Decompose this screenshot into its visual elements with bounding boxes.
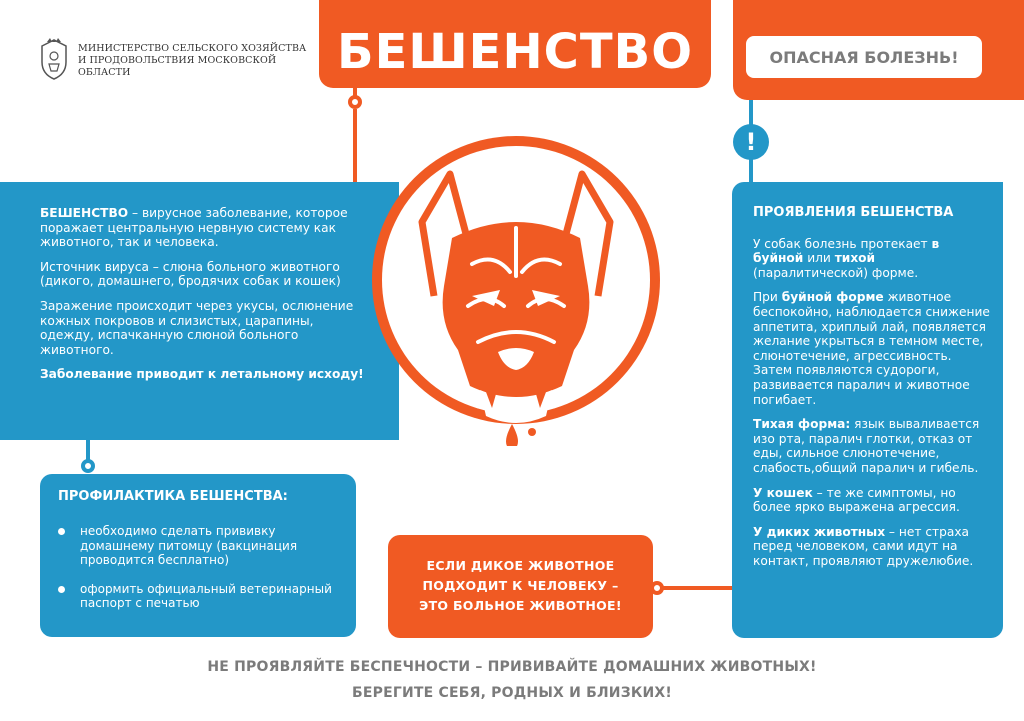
footer-slogan-2: БЕРЕГИТЕ СЕБЯ, РОДНЫХ И БЛИЗКИХ! — [352, 685, 672, 701]
text-span: – нет страха перед человеком, сами идут на контакт, проявляют дружелюбие. — [753, 524, 974, 568]
bullet-icon — [58, 528, 65, 535]
connector-dot — [348, 95, 362, 109]
text-span: или — [803, 251, 835, 266]
text-span: Тихая форма: — [753, 417, 851, 432]
cats-paragraph — [753, 486, 993, 515]
definition-text — [40, 206, 370, 392]
text-span: При — [753, 290, 782, 305]
lethal-warning: Заболевание приводит к летальному исходу! — [40, 367, 364, 382]
bullet-icon — [58, 586, 65, 593]
symptoms-title: ПРОЯВЛЕНИЯ БЕШЕНСТВА — [753, 205, 954, 220]
symptoms-text — [753, 206, 993, 578]
quiet-form-paragraph — [753, 417, 993, 475]
virus-source-paragraph: Источник вируса – слюна больного животного (дикого, домашнего, бродячих собак и кошек) — [40, 259, 341, 289]
list-item-text: необходимо сделать прививку домашнему питомцу (вакцинация проводится бесплатно) — [80, 524, 298, 568]
connector-dot — [81, 459, 95, 473]
ministry-name — [78, 43, 308, 79]
rabid-dog-icon — [382, 146, 650, 446]
definition-body: – вирусное заболевание, которое поражает центральную нервную систему как животного, так и человека. — [40, 206, 348, 250]
wild-animals-paragraph — [753, 525, 993, 569]
page-title: БЕШЕНСТВО — [337, 24, 693, 80]
footer-slogan-1: НЕ ПРОЯВЛЯЙТЕ БЕСПЕЧНОСТИ – ПРИВИВАЙТЕ ДОМАШНИХ ЖИВОТНЫХ! — [207, 659, 817, 675]
violent-form-paragraph — [753, 290, 993, 407]
text-span: буйной форме — [781, 290, 884, 305]
connector-line — [353, 109, 357, 182]
ministry-line-1: МИНИСТЕРСТВО СЕЛЬСКОГО ХОЗЯЙСТВА — [78, 43, 307, 54]
danger-label: ОПАСНАЯ БОЛЕЗНЬ! — [746, 36, 982, 78]
text-span: – те же симптомы, но более ярко выражена агрессия. — [753, 485, 960, 515]
warning-line-1: ЕСЛИ ДИКОЕ ЖИВОТНОЕ — [426, 558, 615, 573]
text-span: У кошек — [753, 485, 813, 500]
text-span: У собак болезнь протекает — [753, 236, 932, 251]
rabies-term: БЕШЕНСТВО — [40, 206, 129, 220]
infection-paragraph: Заражение происходит через укусы, ослюнение кожных покровов и слизистых, царапины, одежду, испачканную слюной больного животного. — [40, 298, 354, 357]
ministry-line-2: И ПРОДОВОЛЬСТВИЯ МОСКОВСКОЙ ОБЛАСТИ — [78, 55, 277, 78]
text-span: У диких животных — [753, 524, 886, 539]
list-item — [58, 582, 348, 611]
connector-line — [653, 586, 732, 590]
text-span: в буйной — [753, 236, 940, 266]
text-span: тихой — [834, 251, 876, 266]
warning-line-2: ПОДХОДИТ К ЧЕЛОВЕКУ – — [422, 578, 619, 593]
text-span: (паралитической) форме. — [753, 265, 919, 280]
text-span: животное беспокойно, наблюдается снижение аппетита, хриплый лай, появляется желание укрыться в темном месте, слюнотечение, агрессивность. Затем появляются судороги, развивается паралич и животное погибает. — [753, 290, 990, 407]
warning-line-3: ЭТО БОЛЬНОЕ ЖИВОТНОЕ! — [419, 598, 622, 613]
list-item — [58, 524, 348, 568]
definition-paragraph — [40, 206, 370, 250]
prevention-list — [58, 524, 348, 625]
dog-forms-paragraph — [753, 237, 993, 281]
wild-animal-warning — [392, 556, 649, 616]
exclamation-icon: ! — [733, 124, 769, 160]
text-span: язык вываливается изо рта, паралич глотки, отказ от еды, сильное слюнотечение, слабость,общий паралич и гибель. — [753, 417, 980, 475]
coat-of-arms-icon — [38, 38, 70, 80]
connector-dot — [650, 581, 664, 595]
list-item-text: оформить официальный ветеринарный паспорт с печатью — [80, 581, 332, 611]
prevention-title: ПРОФИЛАКТИКА БЕШЕНСТВА: — [58, 489, 288, 504]
